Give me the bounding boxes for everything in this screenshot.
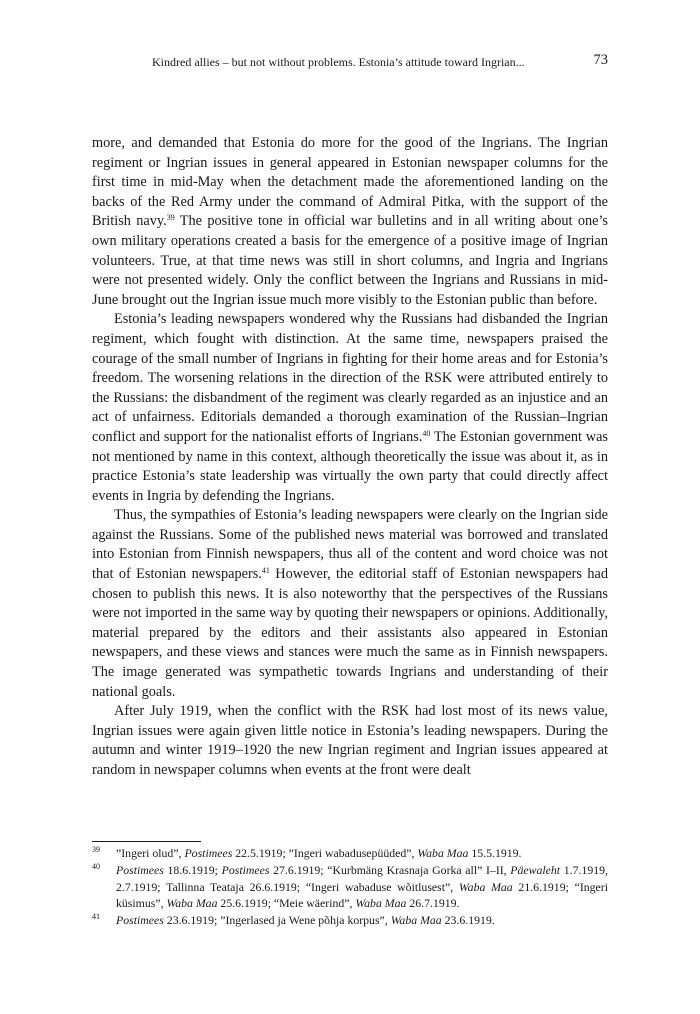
newspaper-title: Waba Maa: [390, 913, 442, 928]
footnote-text: 26.7.1919.: [406, 896, 460, 911]
paragraph-1: [92, 134, 608, 310]
body-text: [92, 134, 608, 781]
newspaper-title: Postimees: [221, 862, 270, 877]
footnote-number: 39: [92, 845, 100, 854]
footnote-39: [92, 845, 608, 862]
footnote-ref-41[interactable]: 41: [261, 566, 270, 576]
newspaper-title: Postimees: [116, 862, 164, 877]
paragraph-3-text-b: However, the editorial staff of Estonian newspapers had chosen to publish this news. It is also noteworthy that the perspectives of the Russians were not imported in the same way by quoting their newspapers or opinions. Additionally, material prepared by the editors and their assistants also appeared in Estonian newspapers, and these views and stances were much the same as in Finnish newspapers. The image generated was sympathetic towards Ingrians and understanding of their national goals.: [92, 566, 608, 700]
footnote-41: [92, 912, 608, 929]
footnote-ref-39[interactable]: 39: [166, 213, 175, 223]
newspaper-title: Postimees: [184, 846, 233, 860]
footnote-text: 18.6.1919;: [163, 862, 222, 877]
paragraph-3-text-a: Thus, the sympathies of Estonia’s leading newspapers were clearly on the Ingrian side against the Russians. Some of the published news material was borrowed and translated into Estonian from Finnish newspapers, thus all of the content and word choice was not that of Estonian newspapers.: [92, 507, 608, 583]
footnote-number: 40: [92, 861, 100, 871]
paragraph-4: [92, 702, 608, 780]
newspaper-title: Postimees: [116, 913, 164, 928]
paragraph-2-text-a: Estonia’s leading newspapers wondered why the Russians had disbanded the Ingrian regiment, which fought with distinction. At the same time, newspapers praised the courage of the small number of Ingrians in fighting for their home areas and for Estonia’s freedom. The worsening relations in the direction of the RSK were attributed entirely to the Russians: the disbandment of the regiment was clearly regarded as an injustice and an act of unfairness. Editorials demanded a thorough examination of the Russian–Ingrian conflict and support for the nationalist efforts of Ingrians.: [92, 311, 608, 445]
footnote-ref-40[interactable]: 40: [422, 428, 431, 438]
footnote-text: 25.6.1919; “Meie wäerind”,: [217, 896, 356, 911]
footnote-text: 23.6.1919.: [441, 913, 495, 928]
newspaper-title: Waba Maa: [166, 896, 218, 911]
paragraph-1-text-b: The positive tone in official war bulletins and in all writing about one’s own military operations created a basis for the emergence of a positive image of Ingrian volunteers. True, at that time news was still in short columns, and Ingria and Ingrians were not presented widely. Only the conflict between the Ingrians and Russians in mid-June brought out the Ingrian issue much more visibly to the Estonian public than before.: [92, 213, 608, 308]
page-number: 73: [593, 52, 608, 68]
newspaper-title: Päewaleht: [510, 862, 561, 877]
paragraph-4-text: After July 1919, when the conflict with the RSK had lost most of its news value, Ingrian issues were again given little notice in Estonia’s leading newspapers. During the autumn and winter 1919–1920 the new Ingrian regiment and Ingrian issues appeared at random in newspaper columns when events at the front were dealt: [92, 703, 608, 778]
footnote-40: [92, 862, 608, 912]
footnote-text: 27.6.1919; “Kurbmäng Krasnaja Gorka all” I–II,: [269, 862, 511, 877]
paragraph-3: [92, 506, 608, 702]
footnote-text: 1.7.1919, 2.7.1919; Tallinna Teataja 26.6.1919; “Ingeri wabaduse wõitlusest”,: [116, 862, 608, 894]
running-header: [92, 52, 608, 74]
footnote-text: 22.5.1919; ”Ingeri wabadusepüüded”,: [232, 846, 418, 860]
footnote-text: 23.6.1919; ”Ingerlased ja Wene põhja korpus”,: [163, 913, 391, 928]
running-title: Kindred allies – but not without problems. Estonia’s attitude toward Ingrian...: [152, 55, 525, 69]
footnote-divider: [92, 841, 201, 842]
footnote-text: 15.5.1919.: [468, 846, 522, 860]
footnotes: [92, 845, 608, 929]
paragraph-2-text-b: The Estonian government was not mentioned by name in this context, although theoretically the issue was about it, as in practice Estonia’s state leadership was virtually the own party that could directly affect events in Ingria by defending the Ingrians.: [92, 428, 608, 504]
newspaper-title: Waba Maa: [458, 879, 513, 894]
newspaper-title: Waba Maa: [417, 846, 469, 860]
paragraph-2: [92, 310, 608, 506]
paragraph-1-text-a: more, and demanded that Estonia do more for the good of the Ingrians. The Ingrian regiment or Ingrian issues in general appeared in Estonian newspaper columns for the first time in mid-May when the detachment made the aforementioned landing on the backs of the Red Army under the command of Admiral Pitka, with the support of the British navy.: [92, 135, 608, 230]
footnote-number: 41: [92, 912, 100, 922]
newspaper-title: Waba Maa: [355, 896, 407, 911]
footnote-text: 21.6.1919; “Ingeri küsimus”,: [116, 879, 608, 911]
footnote-text: ”Ingeri olud”,: [116, 846, 185, 860]
